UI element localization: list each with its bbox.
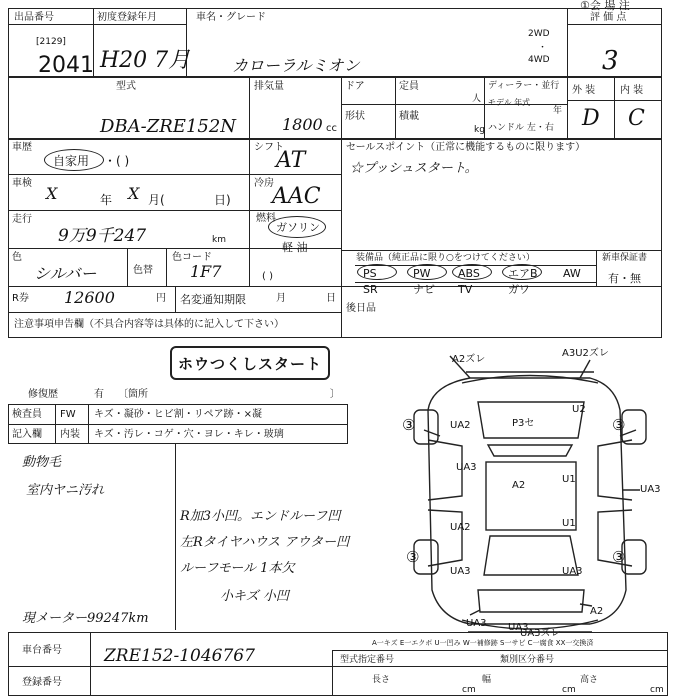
- chassis-label: 車台番号: [22, 645, 62, 656]
- damage-mark: UA3: [508, 622, 529, 633]
- equip-label: 装備品（純正品に限り○をつけてください）: [356, 253, 535, 263]
- damage-mark: U1: [562, 474, 576, 485]
- fw-items: キズ・凝砂・ヒビ割・リペア跡・×凝: [94, 409, 262, 420]
- displacement: 1800: [282, 115, 323, 134]
- model-code-label: 型式: [116, 81, 136, 92]
- divider: [332, 650, 668, 651]
- equipment-item: エアB: [508, 267, 538, 280]
- divider: [332, 650, 333, 696]
- chassis-value: ZRE152-1046767: [104, 646, 255, 666]
- recycle-label: R券: [12, 293, 29, 304]
- equipment-item: ABS: [458, 267, 480, 280]
- damage-mark: UA2: [450, 522, 471, 533]
- color-label: 色: [12, 252, 22, 263]
- ext-label: 外 装: [572, 85, 596, 96]
- damage-legend: A一キズ E一エクボ U一凹み W一補修跡 S一サビ C一腐食 XX一交換済: [372, 639, 594, 647]
- inspector-label: 検査員: [12, 409, 42, 420]
- equipment-item: PW: [413, 267, 431, 280]
- history-value: 自家用: [53, 154, 90, 168]
- history-label: 車歴: [12, 142, 32, 153]
- damage-mark: UA2: [450, 420, 471, 431]
- remark-line: 動物毛: [22, 455, 62, 470]
- load-label: 積載: [399, 111, 419, 122]
- color-value: シルバー: [34, 264, 97, 283]
- damage-mark: A2: [590, 606, 604, 617]
- score-value: 3: [602, 46, 619, 76]
- entry-label: 記入欄: [12, 429, 42, 440]
- mileage-value: 9万9千247: [58, 226, 147, 246]
- equipment-item: ガワ: [508, 283, 530, 296]
- score-label: 評 価 点: [590, 12, 627, 23]
- damage-mark: UA3: [450, 566, 471, 577]
- sales-point-value: ☆プッシュスタート。: [350, 161, 478, 176]
- ext-grade: D: [582, 106, 600, 131]
- insp-month: 月(: [148, 193, 165, 207]
- cm3-label: cm: [650, 685, 664, 695]
- class-label: 類別区分番号: [500, 655, 555, 665]
- repair-loc: 〔箇所: [118, 389, 148, 400]
- model-year-label: モデル 年式: [488, 98, 531, 107]
- width-label: 幅: [482, 675, 492, 685]
- insp-year-val: X: [46, 184, 58, 203]
- int-items: キズ・汚レ・コゲ・穴・ヨレ・キレ・玻璃: [94, 429, 284, 440]
- km-label: km: [212, 235, 226, 245]
- mileage-label: 走行: [12, 214, 32, 225]
- damage-mark: U2: [572, 404, 586, 415]
- notes-stamp: ホウつくしスタート: [170, 346, 330, 380]
- color-change-label: 色替: [133, 265, 153, 276]
- wheel-grade-mark: ③: [406, 548, 420, 566]
- yen-label: 円: [156, 293, 166, 304]
- fuel-value: ガソリン: [276, 221, 320, 234]
- warranty-label: 新車保証書: [602, 253, 648, 263]
- equipment-item: TV: [458, 283, 473, 296]
- lot-no: 2041: [38, 53, 94, 78]
- equipment-item: AW: [563, 267, 581, 280]
- color-code: 1F7: [190, 262, 222, 281]
- shift-value: AT: [276, 148, 306, 173]
- shape-label: 形状: [345, 111, 365, 122]
- divider: [90, 632, 91, 696]
- repair-label: 修復歴: [28, 389, 58, 400]
- kg-label: kg: [474, 125, 485, 135]
- first-reg-value: H20 7月: [100, 48, 191, 73]
- insp-day: 日): [214, 193, 231, 207]
- drive-dot: ・: [538, 43, 548, 53]
- equipment-item: SR: [363, 283, 378, 296]
- cm1-label: cm: [462, 685, 476, 695]
- dealer-label: ディーラー・並行: [488, 81, 560, 91]
- color-code-label: 色コード: [172, 252, 212, 263]
- wheel-grade-mark: ③: [402, 416, 416, 434]
- damage-mark: A3U2ズレ: [562, 348, 609, 359]
- height-label: 高さ: [580, 675, 599, 685]
- repair-end: 〕: [330, 389, 340, 400]
- damage-mark: U1: [562, 518, 576, 529]
- first-reg-label: 初度登録年月: [97, 12, 157, 23]
- year-label: 年: [553, 106, 563, 116]
- capacity-label: 定員: [399, 81, 419, 92]
- venue-label: ①会 場 注: [580, 0, 630, 12]
- damage-mark: UA3: [466, 618, 487, 629]
- equipment-item: PS: [363, 267, 377, 280]
- cm2-label: cm: [562, 685, 576, 695]
- reg-label: 登録番号: [22, 677, 62, 688]
- color-paren: ( ): [262, 271, 273, 282]
- drive-4wd: 4WD: [528, 55, 550, 65]
- month-label: 月: [276, 293, 286, 304]
- person-label: 人: [472, 94, 482, 104]
- damage-mark: UA3: [456, 462, 477, 473]
- wheel-grade-mark: ③: [612, 548, 626, 566]
- fuel-alt: 軽 油: [282, 241, 308, 254]
- warranty-value: 有・無: [608, 272, 641, 285]
- damage-mark: UA3: [562, 566, 583, 577]
- remark-line: 室内ヤニ汚れ: [26, 483, 105, 498]
- shift-label: シフト: [254, 142, 284, 153]
- doors-label: ドア: [345, 81, 365, 92]
- inspection-label: 車検: [12, 178, 32, 189]
- insp-year: 年: [100, 193, 113, 207]
- history-rest: ・( ): [104, 154, 130, 168]
- cc-label: cc: [326, 123, 337, 134]
- lot-no-label: 出品番号: [14, 12, 54, 23]
- wheel-grade-mark: ③: [612, 416, 626, 434]
- insp-month-val: X: [128, 184, 140, 203]
- ac-label: 冷房: [254, 178, 274, 189]
- handle-label: ハンドル 左・右: [488, 123, 554, 133]
- model-grade: カローラルミオン: [232, 56, 360, 75]
- notes-title: 注意事項申告欄（不具合内容等は具体的に記入して下さい）: [14, 319, 284, 330]
- damage-mark: P3セ: [512, 418, 535, 429]
- fw-label: FW: [60, 409, 76, 420]
- int-label: 内 装: [620, 85, 644, 96]
- lot-code: [2129]: [36, 37, 66, 47]
- type-cat-label: 型式指定番号: [340, 655, 395, 665]
- rear-seat-label: 後日品: [346, 303, 376, 314]
- int-insp-label: 内装: [60, 429, 80, 440]
- displacement-label: 排気量: [254, 81, 284, 92]
- damage-mark: A2: [512, 480, 526, 491]
- int-grade: C: [628, 106, 645, 131]
- divider: [8, 666, 668, 667]
- name-change-label: 名変通知期限: [180, 293, 246, 306]
- damage-mark: A2ズレ: [452, 354, 486, 365]
- sales-point-label: セールスポイント（正常に機能するものに限ります）: [346, 142, 586, 153]
- remark-line: 現メーター99247km: [22, 611, 149, 626]
- remark-line: ルーフモール 1本欠: [180, 561, 295, 576]
- model-code: DBA-ZRE152N: [100, 116, 237, 137]
- equipment-item: ナビ: [413, 283, 435, 296]
- damage-mark: UA3ズレ: [520, 628, 561, 639]
- len-label: 長さ: [372, 675, 391, 685]
- remark-line: 左Rタイヤハウス アウター凹: [180, 535, 350, 550]
- fuel-label: 燃料: [256, 213, 276, 224]
- recycle-value: 12600: [64, 288, 115, 307]
- drive-2wd: 2WD: [528, 29, 550, 39]
- day-label: 日: [326, 293, 336, 304]
- ac-value: AAC: [272, 184, 321, 209]
- damage-mark: UA3: [640, 484, 661, 495]
- repair-value: 有: [94, 389, 104, 400]
- remark-line: R加3小凹。エンドルーフ凹: [180, 509, 341, 524]
- remark-line: 小キズ 小凹: [220, 589, 289, 604]
- model-grade-label: 車名・グレード: [196, 12, 266, 23]
